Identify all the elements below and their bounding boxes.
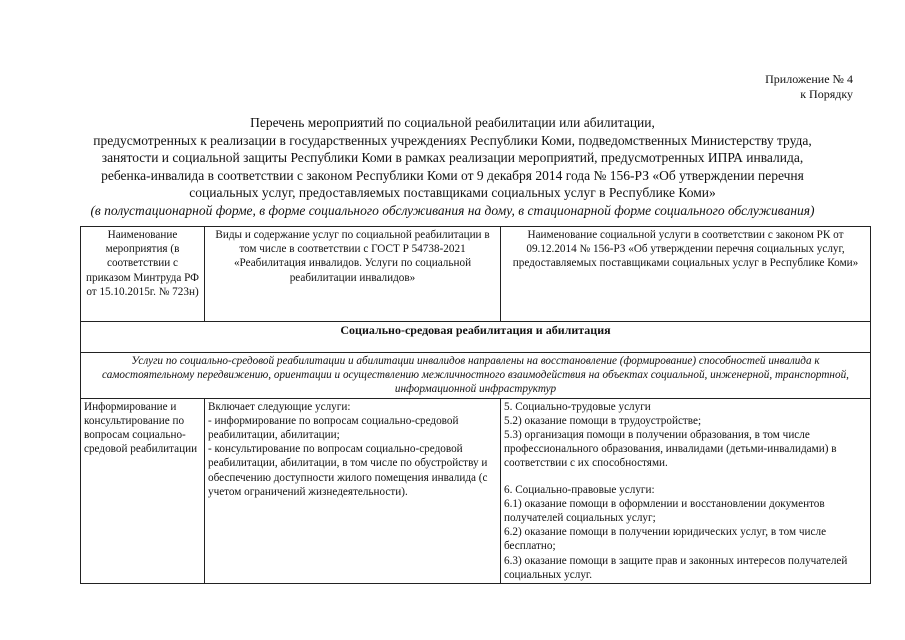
law-group-title: 6. Социально-правовые услуги: (504, 483, 655, 496)
services-item: - консультирование по вопросам социально-средовой реабилитации, абилитации, в том числе по обустройству и обеспечению доступности жилого помещения инвалида (с учетом ограничений жизнедеятельности). (208, 443, 488, 498)
law-item: 5.2) оказание помощи в трудоустройстве; (504, 414, 702, 427)
heading-line: предусмотренных к реализации в государственных учреждениях Республики Коми, подведомственных Министерству труда, (93, 132, 812, 148)
heading-subtitle: (в полустационарной форме, в форме социального обслуживания на дому, в стационарной форме социального обслуживания) (90, 202, 815, 218)
event-name: Информирование и консультирование по вопросам социально-средовой реабилитации (81, 398, 205, 583)
appendix-reference: к Порядку (800, 87, 853, 101)
table-header-row (81, 227, 871, 322)
law-item: 5.3) организация помощи в получении образования, в том числе профессионального образования, инвалидами (детьми-инвалидами) в соответствии с их способностями. (504, 429, 837, 470)
section-note: Услуги по социально-средовой реабилитации и абилитации инвалидов направлены на восстановление (формирование) способностей инвалида к самостоятельному передвижению, ориентации и осуществлению межличностного взаимодействия на объектах социальной, инженерной, транспортной, информационной инфраструктур (81, 353, 871, 399)
appendix-number: Приложение № 4 (765, 72, 853, 86)
document-heading (40, 114, 865, 219)
heading-line: ребенка-инвалида в соответствии с законом Республики Коми от 9 декабря 2014 года № 156-РЗ «Об утверждении перечня (101, 167, 804, 183)
law-group-spacer (504, 471, 867, 483)
law-item: 6.1) оказание помощи в оформлении и восстановлении документов получателей социальных услуг; (504, 497, 825, 525)
header-law: Наименование социальной услуги в соответствии с законом РК от 09.12.2014 № 156-РЗ «Об утверждении перечня социальных услуг, предоставляемых поставщиками социальных услуг в Республике Коми» (501, 227, 871, 322)
law-group-title: 5. Социально-трудовые услуги (504, 400, 651, 413)
section-title-row (81, 322, 871, 353)
law-services (501, 398, 871, 583)
header-event: Наименование мероприятия (в соответствии с приказом Минтруда РФ от 15.10.2015г. № 723н) (81, 227, 205, 322)
services-intro: Включает следующие услуги: (208, 400, 351, 413)
section-note-row (81, 353, 871, 399)
law-item: 6.2) оказание помощи в получении юридических услуг, в том числе бесплатно; (504, 526, 827, 553)
header-services: Виды и содержание услуг по социальной реабилитации в том числе в соответствии с ГОСТ Р 54738-2021 «Реабилитация инвалидов. Услуги по социальной реабилитации инвалидов» (205, 227, 501, 322)
section-title: Социально-средовая реабилитация и абилитация (81, 322, 871, 353)
heading-line: социальных услуг, предоставляемых поставщиками социальных услуг в Республике Коми» (189, 185, 716, 200)
heading-line: занятости и социальной защиты Республики Коми в рамках реализации мероприятий, предусмотренных ИПРА инвалида, (101, 150, 804, 165)
heading-line: Перечень мероприятий по социальной реабилитации или абилитации, (250, 115, 655, 130)
services-item: - информирование по вопросам социально-средовой реабилитации, абилитации; (208, 414, 459, 442)
services-description (205, 398, 501, 583)
table-row (81, 398, 871, 583)
appendix-label (765, 72, 853, 102)
law-item: 6.3) оказание помощи в защите прав и законных интересов получателей социальных услуг. (504, 554, 848, 581)
services-table (80, 226, 871, 584)
